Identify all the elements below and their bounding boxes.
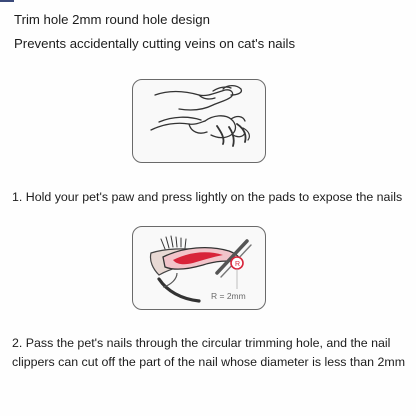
headline-subtitle: Prevents accidentally cutting veins on cat's nails xyxy=(14,36,296,51)
nail-and-clipper-drawing xyxy=(133,227,266,310)
hole-marker-label: R xyxy=(235,261,241,268)
step-2-line-1: 2. Pass the pet's nails through the circular trimming hole, and the nail xyxy=(12,336,391,350)
radius-label: R = 2mm xyxy=(211,291,246,301)
step-1-text: 1. Hold your pet's paw and press lightly on the pads to expose the nails xyxy=(12,190,403,204)
trimming-hole-illustration xyxy=(132,226,266,310)
headline-title: Trim hole 2mm round hole design xyxy=(14,12,210,27)
top-accent-bar xyxy=(0,0,14,2)
step-2-text xyxy=(12,334,405,372)
hand-paw-drawing xyxy=(133,80,266,163)
step-2-line-2: clippers can cut off the part of the nail whose diameter is less than 2mm xyxy=(12,355,406,369)
hand-holding-paw-illustration xyxy=(132,79,266,163)
